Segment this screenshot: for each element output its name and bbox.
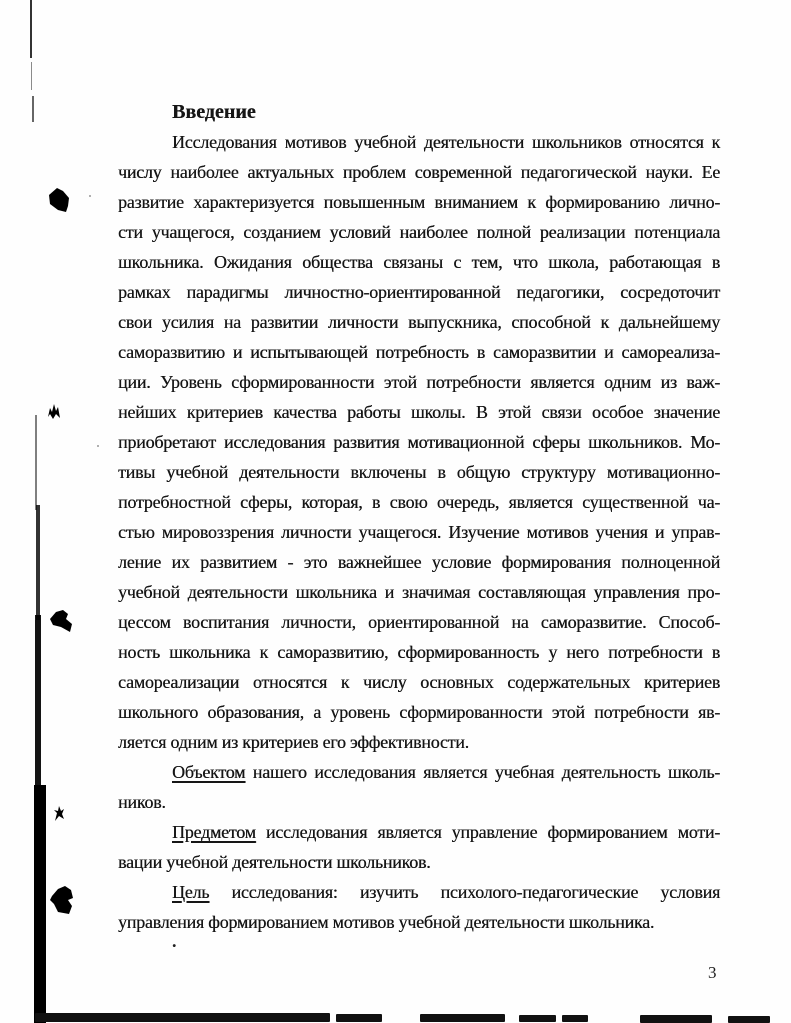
text-line: стью мировоззрения личности учащегося. Изучение мотивов учения и управ-	[118, 522, 720, 542]
text-line: учебной деятельности школьника и значимая составляющая управления про-	[118, 582, 720, 602]
text-line: Объектом нашего исследования является учебная деятельность школь-	[172, 762, 720, 782]
text-line: ников.	[118, 792, 166, 812]
underlined-term: Предметом	[172, 822, 256, 842]
text-line: вации учебной деятельности школьников.	[118, 852, 431, 872]
scan-edge-line	[36, 505, 40, 620]
text-line: тивы учебной деятельности включены в общую структуру мотивационно-	[118, 462, 720, 482]
section-title: Введение	[172, 101, 256, 123]
ink-stain	[47, 188, 71, 215]
scan-bottom-band	[562, 1015, 588, 1022]
body-text	[118, 127, 720, 937]
scan-edge-line	[32, 96, 34, 122]
text-line: числу наиболее актуальных проблем современной педагогической науки. Ее	[118, 162, 720, 182]
text-line: цессом воспитания личности, ориентированной на саморазвитие. Способ-	[118, 612, 720, 632]
ink-stain	[54, 806, 65, 821]
scan-bottom-band	[35, 1013, 330, 1022]
text-line: ляется одним из критериев его эффективности.	[118, 732, 469, 752]
underlined-term: Цель	[172, 882, 210, 902]
text-line: ление их развитием - это важнейшее условие формирования полноценной	[118, 552, 720, 572]
scan-edge-line	[35, 415, 37, 510]
text-line: саморазвитию и испытывающей потребность в саморазвитии и самореализа-	[118, 342, 720, 362]
page-number: 3	[708, 963, 717, 982]
dust-speck	[97, 445, 99, 447]
scan-edge-line	[31, 62, 32, 90]
scan-bottom-band	[420, 1014, 505, 1022]
text-line: ность школьника к саморазвитию, сформированность у него потребности в	[118, 642, 720, 662]
text-line: Предметом исследования является управление формированием моти-	[172, 822, 720, 842]
scan-edge-line	[30, 0, 32, 58]
text-line: приобретают исследования развития мотивационной сферы школьников. Мо-	[118, 432, 720, 452]
ink-stain	[48, 402, 60, 419]
text-line: Исследования мотивов учебной деятельности школьников относятся к	[172, 132, 720, 152]
scan-edge-line	[35, 615, 41, 790]
text-line: Цель исследования: изучить психолого-педагогические условия	[172, 882, 720, 902]
scan-edge-line	[34, 785, 46, 1023]
text-block	[118, 97, 720, 937]
scan-bottom-band	[519, 1015, 556, 1022]
text-line: самореализации относятся к числу основных содержательных критериев	[118, 672, 720, 692]
underlined-term: Объектом	[172, 762, 246, 782]
text-line: рамках парадигмы личностно-ориентированной педагогики, сосредоточит	[118, 282, 720, 302]
text-line: школьника. Ожидания общества связаны с тем, что школа, работающая в	[118, 252, 720, 272]
scan-bottom-band	[336, 1014, 382, 1022]
text-line: свои усилия на развитии личности выпускника, способной к дальнейшему	[118, 312, 720, 332]
text-line: ции. Уровень сформированности этой потребности является одним из важ-	[118, 372, 720, 392]
text-line: школьного образования, а уровень сформированности этой потребности яв-	[118, 702, 720, 722]
text-line: нейших критериев качества работы школы. В этой связи особое значение	[118, 402, 720, 422]
scan-bottom-band	[728, 1016, 770, 1023]
stray-period-mark: .	[172, 931, 177, 951]
text-line: потребностной сферы, которая, в свою очередь, является существенной ча-	[118, 492, 720, 512]
dust-speck	[89, 195, 91, 197]
text-line: развитие характеризуется повышенным вниманием к формированию лично-	[118, 192, 720, 212]
text-line: сти учащегося, созданием условий наиболее полной реализации потенциала	[118, 222, 720, 242]
ink-stain	[50, 886, 75, 915]
ink-stain	[49, 610, 73, 634]
scan-bottom-band	[640, 1015, 712, 1023]
text-line: управления формированием мотивов учебной деятельности школьника.	[118, 912, 655, 932]
